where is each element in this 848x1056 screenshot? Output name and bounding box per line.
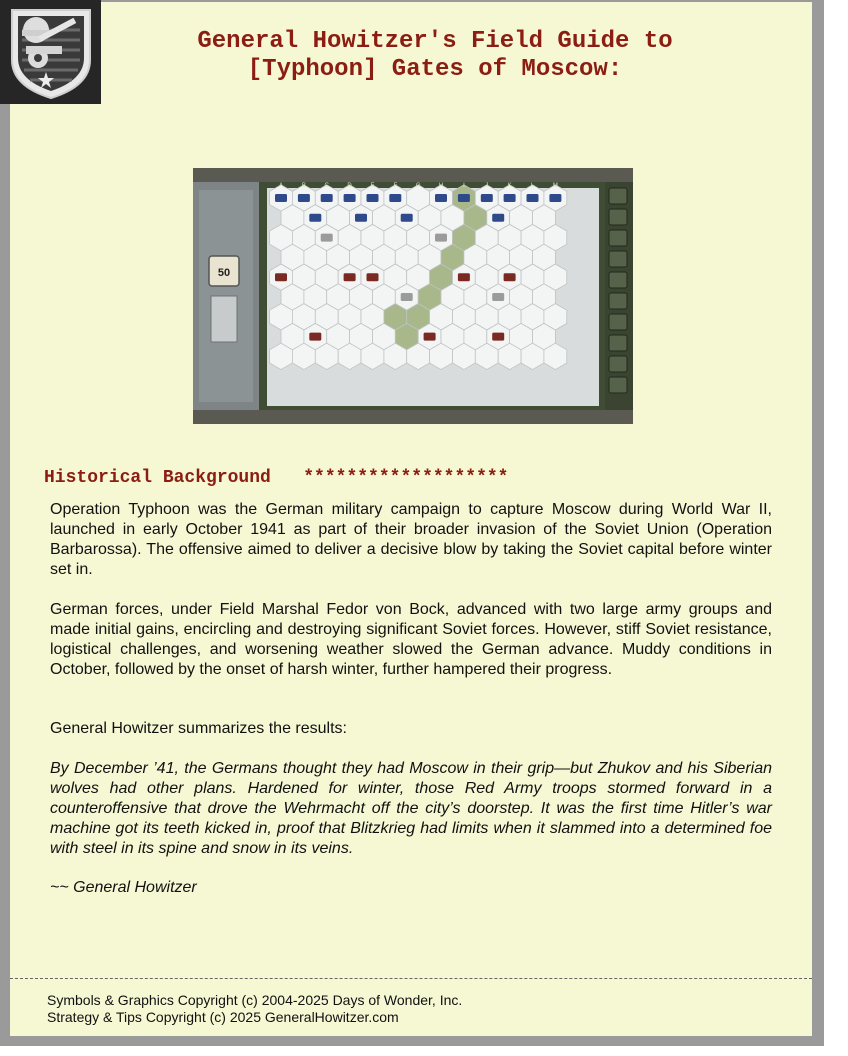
- tank-unit-icon: [504, 194, 516, 202]
- tank-unit-icon: [321, 194, 333, 202]
- board-column-label: B: [301, 183, 306, 189]
- board-column-label: I: [463, 183, 465, 189]
- board-column-label: H: [438, 183, 444, 189]
- game-board-screenshot: [193, 168, 633, 424]
- tank-unit-icon: [435, 194, 447, 202]
- infantry-unit-icon: [321, 234, 333, 242]
- tank-unit-icon: [458, 194, 470, 202]
- frame-left-bar: [0, 104, 10, 1036]
- tank-unit-icon: [401, 214, 413, 222]
- board-column-label: C: [324, 183, 329, 189]
- infantry-unit-icon: [435, 234, 447, 242]
- paragraph-2: German forces, under Field Marshal Fedor von Bock, advanced with two large army groups and made initial gains, encircling and destroying significant Soviet forces. However, stiff Soviet resistance, logistical challenges, and worsening weather slowed the German advance. Muddy conditions in October, followed by the onset of harsh winter, further hampered their progress.: [50, 601, 772, 678]
- tank-unit-icon: [298, 194, 310, 202]
- tank-unit-icon: [344, 194, 356, 202]
- board-card-value: 50: [217, 267, 231, 279]
- board-side-button: [609, 314, 627, 330]
- board-side-button: [609, 293, 627, 309]
- tank-unit-icon: [355, 214, 367, 222]
- board-side-button: [609, 251, 627, 267]
- board-side-button: [609, 335, 627, 351]
- section-heading: [44, 468, 508, 488]
- board-side-button: [609, 188, 627, 204]
- tank-unit-icon: [492, 214, 504, 222]
- tank-unit-icon: [481, 194, 493, 202]
- board-column-label: A: [278, 183, 284, 189]
- tank-unit-icon: [275, 194, 287, 202]
- board-column-label: E: [370, 183, 375, 189]
- paragraph-3: General Howitzer summarizes the results:: [50, 720, 347, 737]
- tank-unit-icon: [309, 214, 321, 222]
- tank-unit-icon: [549, 194, 561, 202]
- paragraph-1: Operation Typhoon was the German military campaign to capture Moscow during World War II, launched in early October 1941 as part of their broader invasion of the Soviet Union (Operation Barbarossa). The offensive aimed to deliver a decisive blow by taking the Soviet capital before winter set in.: [50, 501, 772, 578]
- board-side-button: [609, 230, 627, 246]
- board-side-button: [609, 272, 627, 288]
- infantry-unit-icon: [309, 333, 321, 341]
- tank-unit-icon: [527, 194, 539, 202]
- footer-copyright-2: Strategy & Tips Copyright (c) 2025 GeneralHowitzer.com: [47, 1009, 399, 1025]
- infantry-unit-icon: [458, 273, 470, 281]
- board-side-button: [609, 377, 627, 393]
- infantry-unit-icon: [275, 273, 287, 281]
- footer-divider: [10, 978, 812, 979]
- footer-copyright-1: Symbols & Graphics Copyright (c) 2004-2025 Days of Wonder, Inc.: [47, 992, 463, 1008]
- board-column-label: F: [393, 183, 398, 189]
- infantry-unit-icon: [424, 333, 436, 341]
- signature: ~~ General Howitzer: [50, 879, 197, 896]
- quote-paragraph: By December ’41, the Germans thought they had Moscow in their grip—but Zhukov and his Siberian wolves had other plans. Hardened for winter, those Red Army troops stormed forward in a counteroffensive that drove the Wehrmacht off the city’s doorstep. It was the first time Hitler’s war machine got its teeth kicked in, proof that Blitzkrieg had limits when it slammed into a determined foe with steel in its spine and snow in its veins.: [50, 760, 772, 857]
- page-title: [110, 28, 760, 84]
- infantry-unit-icon: [492, 333, 504, 341]
- board-column-label: L: [530, 183, 535, 189]
- infantry-unit-icon: [367, 273, 379, 281]
- board-column-label: G: [415, 183, 421, 189]
- game-board-image: [193, 168, 633, 424]
- board-side-button: [609, 356, 627, 372]
- board-column-label: M: [552, 183, 558, 189]
- infantry-unit-icon: [344, 273, 356, 281]
- tank-unit-icon: [367, 194, 379, 202]
- frame-right-bar: [812, 0, 824, 1046]
- howitzer-logo-icon: [0, 0, 101, 104]
- title-line-2: [Typhoon] Gates of Moscow:: [247, 56, 623, 83]
- section-heading-stars: *******************: [303, 468, 509, 488]
- title-line-1: General Howitzer's Field Guide to: [197, 28, 673, 55]
- infantry-unit-icon: [504, 273, 516, 281]
- board-side-button: [609, 209, 627, 225]
- infantry-unit-icon: [401, 293, 413, 301]
- tank-unit-icon: [389, 194, 401, 202]
- board-column-label: D: [347, 183, 352, 189]
- board-column-label: J: [485, 183, 489, 189]
- section-heading-text: Historical Background: [44, 468, 271, 488]
- infantry-unit-icon: [492, 293, 504, 301]
- board-column-label: K: [507, 183, 512, 189]
